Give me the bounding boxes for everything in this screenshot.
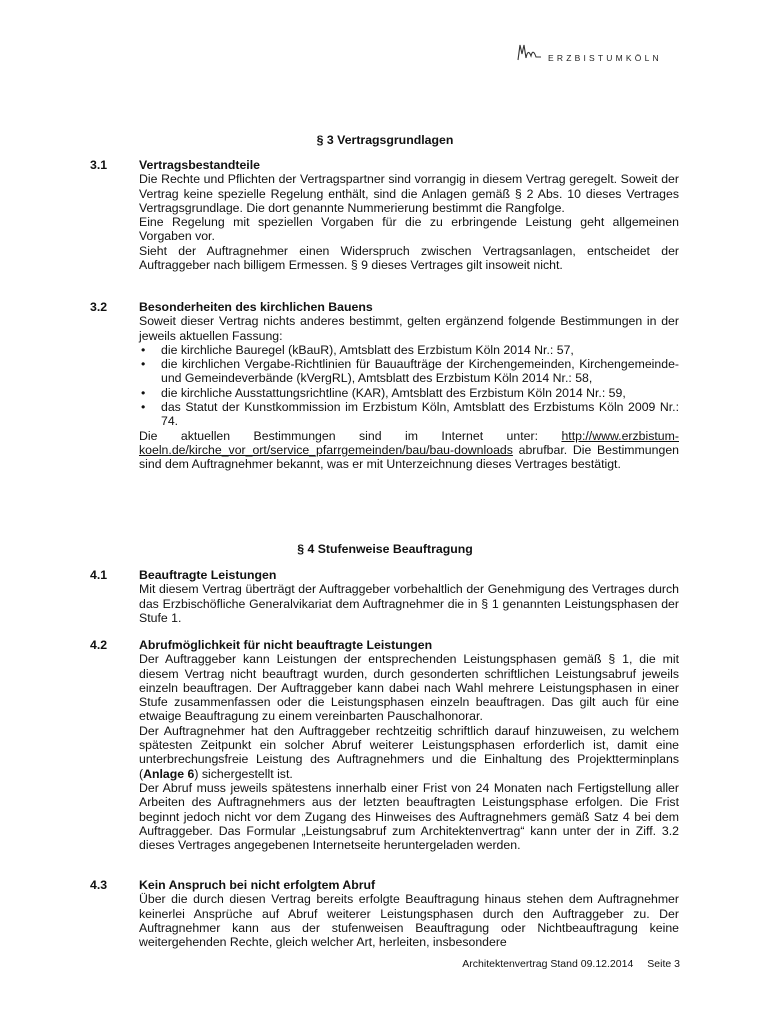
clause-3-1 — [139, 158, 679, 272]
text-run: ) sichergestellt ist. — [194, 766, 293, 781]
clause-3-2 — [139, 300, 679, 472]
logo-signature-icon — [516, 42, 542, 62]
clause-heading: Vertragsbestandteile — [139, 158, 260, 172]
text-run: Der Auftragnehmer hat den Auftraggeber rechtzeitig schriftlich darauf hinzuweisen, zu welchem spätesten Zeitpunkt ein solcher Abruf weiterer Leistungsphasen erforderlich ist, damit eine unterbrechungsfreie Leistung des Auftragnehmers und die Einhaltung des Projektterminplans ( — [139, 723, 679, 781]
page-number: Seite 3 — [647, 958, 680, 970]
paragraph: Mit diesem Vertrag überträgt der Auftraggeber vorbehaltlich der Genehmigung des Vertrages durch das Erzbischöfliche Generalvikariat dem Auftragnehmer die in § 1 genannten Leistungsphasen der Stufe 1. — [139, 582, 679, 625]
section-title: § 4 Stufenweise Beauftragung — [297, 542, 473, 556]
logo-text: ERZBISTUMKÖLN — [548, 53, 662, 63]
paragraph: Sieht der Auftragnehmer einen Widerspruch zwischen Vertragsanlagen, entscheidet der Auftraggeber nach billigem Ermessen. § 9 dieses Vertrages gilt insoweit nicht. — [139, 243, 679, 273]
clause-4-1 — [139, 568, 679, 625]
bau-downloads-link[interactable]: http://www.erzbistum-koeln.de/kirche_vor_ort/service_pfarrgemeinden/bau/bau-downloads — [139, 428, 679, 457]
clause-number: 4.2 — [90, 638, 108, 652]
page-footer — [440, 958, 680, 970]
list-item: • die kirchliche Ausstattungsrichtline (KAR), Amtsblatt des Erzbistum Köln 2014 Nr.: 59, — [139, 386, 679, 400]
paragraph: Eine Regelung mit speziellen Vorgaben für die zu erbringende Leistung geht allgemeinen Vorgaben vor. — [139, 215, 679, 244]
paragraph: Über die durch diesen Vertrag bereits erfolgte Beauftragung hinaus stehen dem Auftragnehmer keinerlei Ansprüche auf Abruf weiterer Leistungsphasen durch den Auftraggeber zu. Der Auftragnehmer kann aus der stufenweisen Beauftragung oder Nichtbeauftragung keine weitergehenden Rechte, gleich welcher Art, herleiten, insbesondere — [139, 892, 679, 950]
document-label: Architektenvertrag Stand 09.12.2014 — [462, 958, 634, 970]
clause-heading: Kein Anspruch bei nicht erfolgtem Abruf — [139, 878, 376, 892]
clause-heading: Abrufmöglichkeit für nicht beauftragte Leistungen — [139, 638, 433, 652]
clause-number: 3.1 — [90, 158, 108, 172]
paragraph: Der Auftraggeber kann Leistungen der entsprechenden Leistungsphasen gemäß § 1, die mit diesem Vertrag nicht beauftragt wurden, durch gesonderten schriftlichen Leistungsabruf jeweils einzeln beauftragen. Der Auftraggeber kann dabei nach Wahl mehrere Leistungsphasen in einer Stufe zusammenfassen oder die Leistungsphasen einzeln beauftragen. Das gilt auch für eine etwaige Beauftragung zu einem vereinbarten Pauschalhonorar. — [139, 652, 679, 724]
text-run: abrufbar. Die Bestimmungen sind dem Auftragnehmer bekannt, was er mit Unterzeichnung dieses Vertrages bestätigt. — [139, 442, 679, 472]
clause-heading: Beauftragte Leistungen — [139, 568, 277, 582]
list-item: • das Statut der Kunstkommission im Erzbistum Köln, Amtsblatt des Erzbistums Köln 2009 Nr.: 74. — [139, 400, 679, 429]
paragraph — [139, 429, 679, 472]
paragraph — [139, 724, 679, 781]
paragraph: Die Rechte und Pflichten der Vertragspartner sind vorrangig in diesem Vertrag geregelt. Soweit der Vertrag keine spezielle Regelung enthält, sind die Anlagen gemäß § 2 Abs. 10 dieses Vertrages Vertragsgrundlage. Die dort genannte Nummerierung bestimmt die Rangfolge. — [139, 172, 679, 215]
clause-number: 3.2 — [90, 300, 108, 314]
list-item: • die kirchlichen Vergabe-Richtlinien für Bauaufträge der Kirchengemeinden, Kirchengemeinde- und Gemeindeverbände (kVergRL), Amtsblatt des Erzbistum Köln 2014 Nr.: 58, — [139, 357, 679, 386]
clause-4-2 — [139, 638, 679, 852]
annex-reference: Anlage 6 — [143, 766, 195, 781]
clause-number: 4.1 — [90, 568, 108, 582]
clause-number: 4.3 — [90, 878, 108, 892]
clause-4-3 — [139, 878, 679, 949]
regulations-list — [139, 343, 679, 429]
section-title: § 3 Vertragsgrundlagen — [316, 133, 454, 147]
clause-heading: Besonderheiten des kirchlichen Bauens — [139, 300, 373, 314]
list-item: • die kirchliche Bauregel (kBauR), Amtsblatt des Erzbistum Köln 2014 Nr.: 57, — [139, 343, 679, 357]
text-run: Die aktuellen Bestimmungen sind im Internet unter: — [139, 428, 562, 443]
paragraph: Soweit dieser Vertrag nichts anderes bestimmt, gelten ergänzend folgende Bestimmungen in der jeweils aktuellen Fassung: — [139, 314, 679, 343]
paragraph: Der Abruf muss jeweils spätestens innerhalb einer Frist von 24 Monaten nach Fertigstellung aller Arbeiten des Auftragnehmers aus der letzten beauftragten Leistungsphase erfolgen. Die Frist beginnt jedoch nicht vor dem Zugang des Hinweises des Auftragnehmers gemäß Satz 4 bei dem Auftraggeber. Das Formular „Leistungsabruf zum Architektenvertrag“ kann unter der in Ziff. 3.2 dieses Vertrages angegebenen Internetseite heruntergeladen werden. — [139, 780, 679, 853]
erzbistum-logo — [514, 42, 684, 66]
